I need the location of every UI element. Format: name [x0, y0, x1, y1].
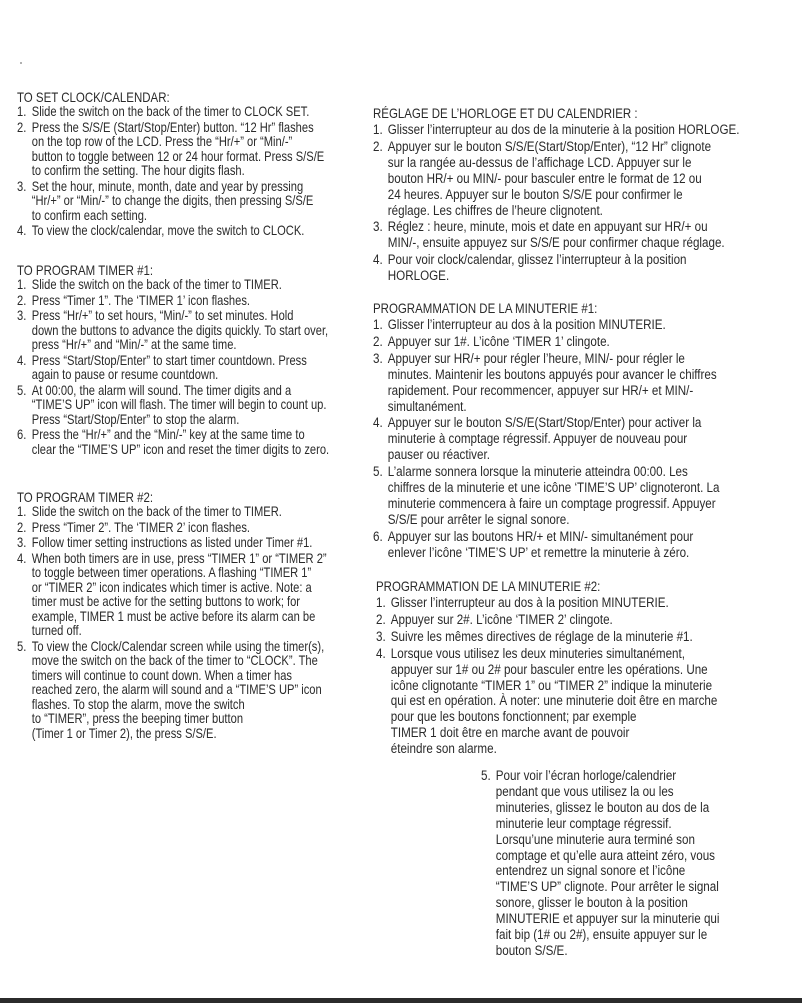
item-text-line: minuterie leur comptage régressif.	[495, 815, 672, 832]
item-text-line: Slide the switch on the back of the timer to CLOCK SET.	[31, 104, 310, 119]
item-text-line: Press “Timer 1”. The ‘TIMER 1’ icon flashes.	[31, 292, 251, 308]
section-heading: RÉGLAGE DE L’HORLOGE ET DU CALENDRIER :	[373, 105, 638, 121]
item-text-line: down the buttons to advance the digits quickly. To start over,	[31, 322, 329, 338]
item-text-line: minuterie commencera à faire un comptage progressif. Appuyer	[387, 495, 716, 512]
item-number: 1.	[17, 277, 27, 292]
item-text-line: (Timer 1 or Timer 2), the press S/S/E.	[31, 725, 217, 741]
item-number: 4.	[373, 415, 383, 432]
item-text-line: To view the clock/calendar, move the switch to CLOCK.	[31, 223, 305, 238]
item-number: 5.	[17, 638, 27, 654]
item-number: 4.	[373, 252, 383, 269]
list-item	[373, 253, 740, 285]
item-number: 1.	[376, 595, 386, 611]
list-item	[17, 354, 329, 383]
item-number: 4.	[17, 223, 27, 238]
item-text-line: “TIME’S UP” clignote. Pour arrêter le signal	[495, 879, 719, 896]
item-text-line: “Hr/+” or “Min/-” to change the digits, then pressing S/S/E	[31, 193, 314, 208]
item-text-line: rapidement. Pour recommencer, appuyer sur HR/+ et MIN/-	[387, 382, 694, 399]
item-text-line: Follow timer setting instructions as listed under Timer #1.	[31, 535, 313, 550]
item-text-line: minuterie à comptage régressif. Appuyer de nouveau pour	[387, 431, 688, 448]
list-item	[17, 552, 327, 639]
item-number: 1.	[17, 104, 27, 119]
item-text-line: Appuyer sur le bouton S/S/E(Start/Stop/Enter), “12 Hr” clignote	[387, 138, 712, 155]
item-text-line: flashes. To stop the alarm, move the switch	[31, 696, 245, 712]
item-text-line: MIN/-, ensuite appuyez sur S/S/E pour confirmer chaque réglage.	[387, 235, 725, 252]
section-timer1-en	[17, 262, 329, 457]
item-text-line: L’alarme sonnera lorsque la minuterie atteindra 00:00. Les	[387, 464, 688, 481]
item-text-line: pour que les boutons fonctionnent; par exemple	[390, 709, 637, 726]
item-text-line: TIMER 1 doit être en marche avant de pouvoir	[390, 725, 630, 742]
list-item	[481, 769, 719, 960]
item-text-line: bouton S/S/E.	[495, 942, 568, 959]
list-item	[376, 630, 717, 646]
list-item	[17, 536, 327, 551]
item-number: 2.	[373, 138, 383, 155]
item-text-line: Appuyer sur le bouton S/S/E(Start/Stop/Enter) pour activer la	[387, 415, 702, 432]
item-text-line: Lorsqu’une minuterie aura terminé son	[495, 831, 695, 848]
item-text-line: to confirm the setting. The hour digits flash.	[31, 163, 245, 178]
item-text-line: sonore, glisser le bouton à la position	[495, 895, 688, 912]
item-text-line: Press the S/S/E (Start/Stop/Enter) button. “12 Hr” flashes	[31, 119, 314, 135]
item-text-line: minutes. Maintenir les boutons appuyés pour avancer le chiffres	[387, 366, 717, 383]
section-timer2-en	[17, 489, 327, 741]
item-text-line: to toggle between timer operations. A flashing “TIMER 1”	[31, 565, 312, 580]
item-text-line: Glisser l’interrupteur au dos à la position MINUTERIE.	[387, 317, 666, 333]
item-text-line: Press “Start/Stop/Enter” to start timer countdown. Press	[31, 352, 307, 368]
item-number: 3.	[17, 535, 27, 550]
list-item	[376, 647, 717, 758]
section-heading: TO SET CLOCK/CALENDAR:	[17, 89, 170, 105]
item-text-line: move the switch on the back of the timer to “CLOCK”. The	[31, 653, 318, 668]
item-text-line: At 00:00, the alarm will sound. The timer digits and a	[31, 382, 292, 398]
item-text-line: example, TIMER 1 must be active before its alarm can be	[31, 608, 316, 624]
list-item	[373, 220, 740, 252]
item-text-line: Slide the switch on the back of the timer to TIMER.	[31, 504, 282, 519]
item-number: 1.	[373, 122, 383, 138]
item-text-line: qui est en opération. À noter: une minuterie doit être en marche	[390, 693, 718, 710]
item-text-line: pendant que vous utilisez la ou les	[495, 783, 674, 800]
item-text-line: pauser ou réactiver.	[387, 447, 490, 464]
section-set-clock-fr	[373, 105, 740, 285]
item-text-line: fait bip (1# ou 2#), ensuite appuyer sur le	[495, 927, 708, 944]
item-text-line: Réglez : heure, minute, mois et date en appuyant sur HR/+ ou	[387, 219, 708, 236]
item-number: 2.	[376, 611, 386, 628]
item-text-line: Appuyer sur 2#. L’icône ‘TIMER 2’ clingote.	[390, 611, 613, 628]
list-item	[17, 121, 324, 179]
item-number: 4.	[17, 550, 27, 566]
item-text-line: comptage et qu’elle aura atteint zéro, vous	[495, 847, 716, 864]
item-text-line: MINUTERIE et appuyer sur la minuterie qui	[495, 911, 720, 928]
item-text-line: Glisser l’interrupteur au dos à la position MINUTERIE.	[390, 595, 669, 611]
item-text-line: Appuyer sur 1#. L’icône ‘TIMER 1’ clingote.	[387, 333, 610, 350]
section-heading: TO PROGRAM TIMER #2:	[17, 489, 154, 505]
item-number: 6.	[17, 427, 27, 442]
item-text-line: Press “Timer 2”. The ‘TIMER 2’ icon flashes.	[31, 519, 251, 535]
section-timer2-fr	[376, 578, 717, 758]
section-heading: PROGRAMMATION DE LA MINUTERIE #2:	[376, 578, 601, 594]
item-text-line: press “Hr/+” and “Min/-” at the same time.	[31, 337, 237, 352]
item-number: 4.	[376, 645, 386, 662]
item-text-line: minuteries, glissez le bouton au dos de la	[495, 799, 710, 816]
list-item	[17, 521, 327, 536]
item-text-line: enlever l’icône ‘TIME’S UP’ et remettre la minuterie à zéro.	[387, 544, 690, 561]
list-item	[376, 596, 717, 612]
item-text-line: 24 heures. Appuyer sur le bouton S/S/E pour confirmer le	[387, 186, 683, 203]
item-number: 2.	[17, 519, 27, 535]
list-item	[373, 318, 719, 334]
item-text-line: HORLOGE.	[387, 268, 450, 285]
item-text-line: chiffres de la minuterie et une icône ‘TIME’S UP’ clignoteront. La	[387, 480, 720, 497]
item-text-line: turned off.	[31, 623, 82, 638]
item-number: 2.	[17, 292, 27, 308]
item-text-line: to confirm each setting.	[31, 207, 148, 223]
list-item	[376, 613, 717, 629]
item-text-line: Set the hour, minute, month, date and year by pressing	[31, 178, 304, 194]
item-number: 3.	[373, 350, 383, 367]
section-heading: PROGRAMMATION DE LA MINUTERIE #1:	[373, 300, 598, 316]
item-number: 6.	[373, 528, 383, 545]
list-item	[17, 278, 329, 293]
section-heading: TO PROGRAM TIMER #1:	[17, 262, 154, 278]
item-number: 2.	[373, 333, 383, 350]
item-text-line: sur la rangée au-dessus de l’affichage LCD. Appuyer sur le	[387, 154, 692, 171]
section-timer1-fr	[373, 300, 719, 562]
section-timer2-fr-continued	[481, 769, 719, 960]
list-item	[17, 180, 324, 224]
item-number: 2.	[17, 119, 27, 135]
item-text-line: Slide the switch on the back of the timer to TIMER.	[31, 277, 282, 292]
list-item	[17, 224, 324, 239]
item-text-line: Press “Hr/+” to set hours, “Min/-” to set minutes. Hold	[31, 308, 294, 323]
item-text-line: “TIME’S UP” icon will flash. The timer will begin to count up.	[31, 397, 327, 412]
item-text-line: button to toggle between 12 or 24 hour format. Press S/S/E	[31, 148, 325, 164]
item-text-line: Pour voir clock/calendar, glissez l’interrupteur à la position	[387, 252, 687, 269]
list-item	[17, 505, 327, 520]
item-text-line: icône clignotante “TIMER 1” ou “TIMER 2” indique la minuterie	[390, 677, 713, 694]
item-text-line: appuyer sur 1# ou 2# pour basculer entre les opérations. Une	[390, 661, 708, 678]
item-text-line: S/S/E pour arrêter le signal sonore.	[387, 511, 570, 528]
item-number: 5.	[17, 382, 27, 398]
item-text-line: When both timers are in use, press “TIMER 1” or “TIMER 2”	[31, 550, 327, 566]
list-item	[373, 465, 719, 529]
item-text-line: Appuyer sur HR/+ pour régler l’heure, MIN/- pour régler le	[387, 350, 685, 367]
list-item	[373, 335, 719, 351]
item-text-line: timers will continue to count down. When a timer has	[31, 667, 292, 683]
item-number: 3.	[376, 628, 386, 645]
item-text-line: Pour voir l’écran horloge/calendrier	[495, 768, 677, 784]
item-number: 3.	[17, 308, 27, 323]
item-text-line: bouton HR/+ ou MIN/- pour basculer entre le format de 12 ou	[387, 170, 702, 187]
item-number: 3.	[373, 219, 383, 236]
item-text-line: clear the “TIME’S UP” icon and reset the timer digits to zero.	[31, 441, 330, 457]
list-item	[17, 105, 324, 120]
item-text-line: again to pause or resume countdown.	[31, 367, 219, 382]
item-text-line: To view the Clock/Calendar screen while using the timer(s),	[31, 638, 325, 654]
item-text-line: reached zero, the alarm will sound and a “TIME’S UP” icon	[31, 682, 322, 697]
list-item	[373, 352, 719, 416]
item-number: 1.	[17, 504, 27, 519]
item-text-line: on the top row of the LCD. Press the “Hr/+” or “Min/-”	[31, 134, 293, 149]
item-number: 5.	[373, 464, 383, 481]
item-text-line: timer must be active for the setting buttons to work; for	[31, 594, 301, 609]
list-item	[17, 294, 329, 309]
item-text-line: Appuyer sur las boutons HR/+ et MIN/- simultanément pour	[387, 528, 694, 545]
list-item	[373, 140, 740, 220]
list-item	[17, 428, 329, 457]
item-text-line: or “TIMER 2” icon indicates which timer is active. Note: a	[31, 579, 312, 595]
item-text-line: Glisser l’interrupteur au dos de la minuterie à la position HORLOGE.	[387, 122, 740, 138]
list-item	[373, 530, 719, 562]
item-text-line: Lorsque vous utilisez les deux minuteries simultanément,	[390, 645, 685, 662]
item-number: 1.	[373, 317, 383, 333]
item-text-line: simultanément.	[387, 398, 467, 415]
list-item	[17, 640, 327, 742]
item-text-line: Press “Start/Stop/Enter” to stop the alarm.	[31, 411, 240, 427]
item-text-line: réglage. Les chiffres de l’heure clignotent.	[387, 202, 603, 219]
list-item	[17, 384, 329, 428]
item-text-line: Press the “Hr/+” and the “Min/-” key at the same time to	[31, 427, 305, 442]
footer-rule	[0, 998, 802, 1003]
list-item	[373, 123, 740, 139]
section-set-clock-en	[17, 89, 324, 239]
item-number: 4.	[17, 352, 27, 368]
list-item	[17, 309, 329, 353]
item-number: 3.	[17, 178, 27, 194]
speck	[20, 62, 22, 64]
item-text-line: Suivre les mêmes directives de réglage de la minuterie #1.	[390, 628, 693, 645]
item-number: 5.	[481, 768, 491, 784]
item-text-line: éteindre son alarme.	[390, 741, 497, 758]
list-item	[373, 416, 719, 464]
item-text-line: entendrez un signal sonore et l’icône	[495, 863, 686, 880]
item-text-line: to “TIMER”, press the beeping timer button	[31, 711, 244, 726]
